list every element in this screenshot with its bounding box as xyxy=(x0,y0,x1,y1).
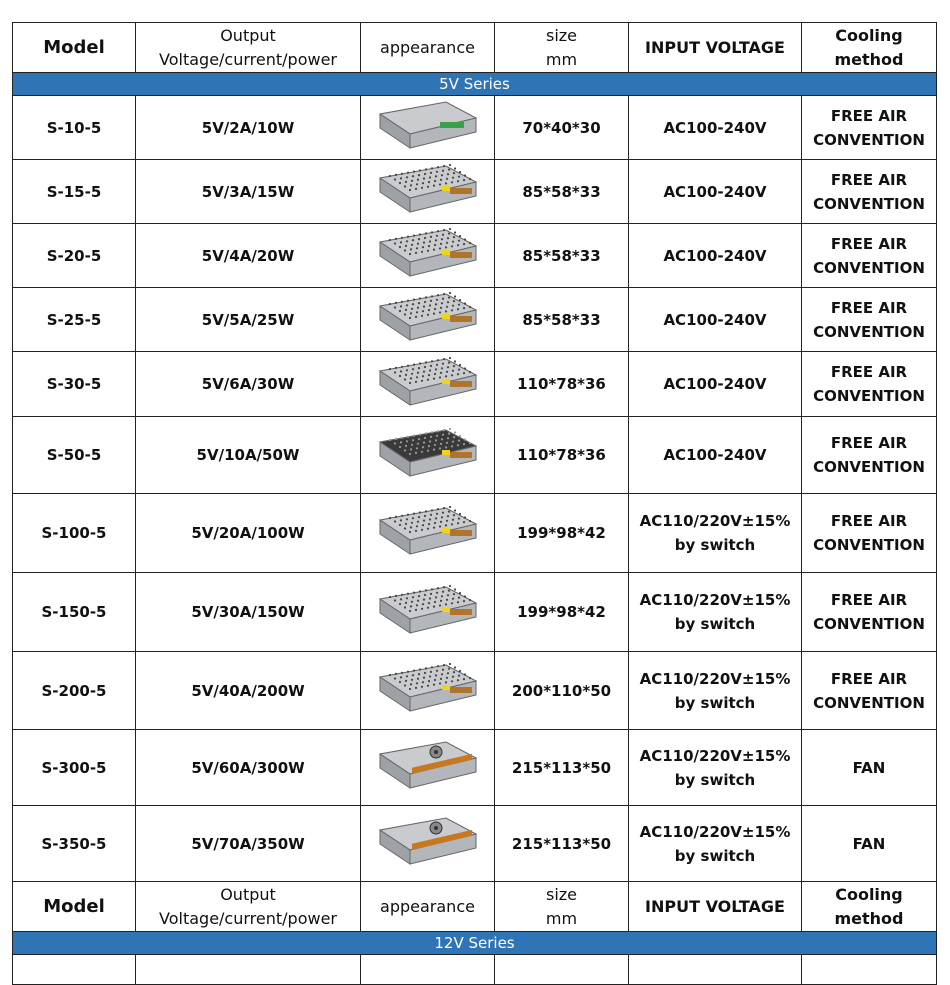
output-cell: 5V/40A/200W xyxy=(136,652,361,730)
appearance-cell xyxy=(361,417,495,494)
cooling-line-2: CONVENTION xyxy=(813,387,925,405)
input-voltage-header: INPUT VOLTAGE xyxy=(629,882,802,932)
input-line-2: by switch xyxy=(674,536,756,554)
appearance-cell xyxy=(361,352,495,417)
cooling-line-2: CONVENTION xyxy=(813,536,925,554)
appearance-cell xyxy=(361,730,495,806)
input-voltage-cell xyxy=(629,417,802,494)
mesh-psu-image xyxy=(361,288,494,351)
output-cell: 5V/4A/20W xyxy=(136,224,361,288)
model-cell: S-10-5 xyxy=(13,96,136,160)
dark-mesh-psu-image xyxy=(361,424,494,487)
series-5v-label: 5V Series xyxy=(13,73,937,96)
appearance-header: appearance xyxy=(361,882,495,932)
output-cell: 5V/60A/300W xyxy=(136,730,361,806)
table-row xyxy=(13,730,937,806)
table-row xyxy=(13,160,937,224)
cooling-line-2: CONVENTION xyxy=(813,258,925,277)
table-row-partial xyxy=(13,955,937,985)
size-header: size mm xyxy=(495,882,629,932)
cooling-line-1: FREE AIR xyxy=(830,669,908,688)
cooling-line-1: FREE AIR xyxy=(830,512,908,530)
cooling-line-1: FREE AIR xyxy=(830,106,908,125)
output-cell: 5V/30A/150W xyxy=(136,573,361,652)
input-voltage-cell xyxy=(629,494,802,573)
header-row-repeat xyxy=(13,882,937,932)
output-header: Output Voltage/current/power xyxy=(136,23,361,73)
cooling-line-1: FAN xyxy=(852,834,886,853)
appearance-cell xyxy=(361,806,495,882)
cooling-cell xyxy=(802,730,937,806)
input-line-2: by switch xyxy=(674,693,756,712)
series-5v-row xyxy=(13,73,937,96)
size-cell: 70*40*30 xyxy=(495,96,629,160)
table-row xyxy=(13,417,937,494)
cooling-cell xyxy=(802,573,937,652)
input-voltage-cell xyxy=(629,806,802,882)
size-cell: 110*78*36 xyxy=(495,352,629,417)
input-line-1: AC110/220V±15% xyxy=(639,822,791,841)
large-mesh-psu-image xyxy=(361,659,494,722)
size-cell: 215*113*50 xyxy=(495,806,629,882)
input-line-1: AC100-240V xyxy=(663,182,767,201)
cooling-line-2: CONVENTION xyxy=(813,130,925,149)
appearance-cell xyxy=(361,652,495,730)
table-row xyxy=(13,352,937,417)
size-cell: 85*58*33 xyxy=(495,288,629,352)
input-voltage-cell xyxy=(629,96,802,160)
input-line-1: AC100-240V xyxy=(663,446,767,464)
output-cell: 5V/70A/350W xyxy=(136,806,361,882)
table-row xyxy=(13,573,937,652)
input-voltage-cell xyxy=(629,652,802,730)
input-line-1: AC110/220V±15% xyxy=(639,669,791,688)
input-line-1: AC100-240V xyxy=(663,310,767,329)
input-voltage-cell xyxy=(629,730,802,806)
size-cell: 110*78*36 xyxy=(495,417,629,494)
spec-sheet xyxy=(12,22,936,985)
model-cell: S-15-5 xyxy=(13,160,136,224)
model-cell: S-200-5 xyxy=(13,652,136,730)
series-12v-label: 12V Series xyxy=(13,932,937,955)
small-open-psu-image xyxy=(361,96,494,159)
appearance-header: appearance xyxy=(361,23,495,73)
model-cell: S-25-5 xyxy=(13,288,136,352)
model-cell: S-30-5 xyxy=(13,352,136,417)
table-row xyxy=(13,224,937,288)
cooling-cell xyxy=(802,224,937,288)
output-cell: 5V/2A/10W xyxy=(136,96,361,160)
appearance-cell xyxy=(361,573,495,652)
size-cell: 215*113*50 xyxy=(495,730,629,806)
model-cell: S-20-5 xyxy=(13,224,136,288)
cooling-cell xyxy=(802,494,937,573)
mesh-psu-image xyxy=(361,160,494,223)
input-line-1: AC110/220V±15% xyxy=(639,746,791,765)
output-cell: 5V/10A/50W xyxy=(136,417,361,494)
output-cell: 5V/5A/25W xyxy=(136,288,361,352)
cooling-cell xyxy=(802,806,937,882)
cooling-line-2: CONVENTION xyxy=(813,322,925,341)
header-row xyxy=(13,23,937,73)
cooling-cell xyxy=(802,288,937,352)
input-voltage-header: INPUT VOLTAGE xyxy=(629,23,802,73)
input-line-2: by switch xyxy=(674,770,756,789)
series-12v-row xyxy=(13,932,937,955)
input-voltage-cell xyxy=(629,573,802,652)
cooling-method-header: Cooling method xyxy=(802,23,937,73)
cooling-line-1: FREE AIR xyxy=(830,298,908,317)
cooling-cell xyxy=(802,352,937,417)
input-line-1: AC100-240V xyxy=(663,375,767,393)
cooling-line-2: CONVENTION xyxy=(813,693,925,712)
fan-psu-image xyxy=(361,736,494,799)
model-header: Model xyxy=(13,882,136,932)
input-line-1: AC100-240V xyxy=(663,246,767,265)
input-voltage-cell xyxy=(629,160,802,224)
table-row xyxy=(13,288,937,352)
appearance-cell xyxy=(361,288,495,352)
appearance-cell xyxy=(361,96,495,160)
model-cell: S-100-5 xyxy=(13,494,136,573)
large-mesh-psu-image xyxy=(361,502,494,565)
size-cell: 199*98*42 xyxy=(495,573,629,652)
size-header: size mm xyxy=(495,23,629,73)
output-cell: 5V/6A/30W xyxy=(136,352,361,417)
large-mesh-psu-image xyxy=(361,581,494,644)
mesh-psu-image xyxy=(361,224,494,287)
cooling-cell xyxy=(802,417,937,494)
input-line-1: AC110/220V±15% xyxy=(639,512,791,530)
fan-psu-image xyxy=(361,812,494,875)
model-cell: S-50-5 xyxy=(13,417,136,494)
model-cell: S-350-5 xyxy=(13,806,136,882)
psu-spec-table xyxy=(12,22,937,985)
table-row xyxy=(13,652,937,730)
table-row xyxy=(13,806,937,882)
model-header: Model xyxy=(13,23,136,73)
cooling-line-1: FREE AIR xyxy=(830,363,908,381)
cooling-cell xyxy=(802,652,937,730)
size-cell: 200*110*50 xyxy=(495,652,629,730)
size-cell: 85*58*33 xyxy=(495,160,629,224)
cooling-cell xyxy=(802,160,937,224)
input-line-1: AC110/220V±15% xyxy=(639,591,791,609)
input-voltage-cell xyxy=(629,224,802,288)
cooling-method-header: Cooling method xyxy=(802,882,937,932)
output-header: Output Voltage/current/power xyxy=(136,882,361,932)
cooling-line-1: FREE AIR xyxy=(830,234,908,253)
input-line-2: by switch xyxy=(674,846,756,865)
mesh-psu-image xyxy=(361,353,494,416)
appearance-cell xyxy=(361,494,495,573)
appearance-cell xyxy=(361,160,495,224)
size-cell: 199*98*42 xyxy=(495,494,629,573)
size-cell: 85*58*33 xyxy=(495,224,629,288)
table-row xyxy=(13,96,937,160)
output-cell: 5V/3A/15W xyxy=(136,160,361,224)
input-voltage-cell xyxy=(629,352,802,417)
input-voltage-cell xyxy=(629,288,802,352)
model-cell: S-300-5 xyxy=(13,730,136,806)
cooling-line-2: CONVENTION xyxy=(813,615,925,633)
table-row xyxy=(13,494,937,573)
input-line-1: AC100-240V xyxy=(663,118,767,137)
cooling-line-1: FREE AIR xyxy=(830,591,908,609)
cooling-line-1: FREE AIR xyxy=(830,434,908,452)
cooling-line-2: CONVENTION xyxy=(813,194,925,213)
appearance-cell xyxy=(361,224,495,288)
model-cell: S-150-5 xyxy=(13,573,136,652)
cooling-cell xyxy=(802,96,937,160)
cooling-line-1: FREE AIR xyxy=(830,170,908,189)
input-line-2: by switch xyxy=(674,615,756,633)
output-cell: 5V/20A/100W xyxy=(136,494,361,573)
cooling-line-1: FAN xyxy=(852,758,886,777)
cooling-line-2: CONVENTION xyxy=(813,458,925,476)
